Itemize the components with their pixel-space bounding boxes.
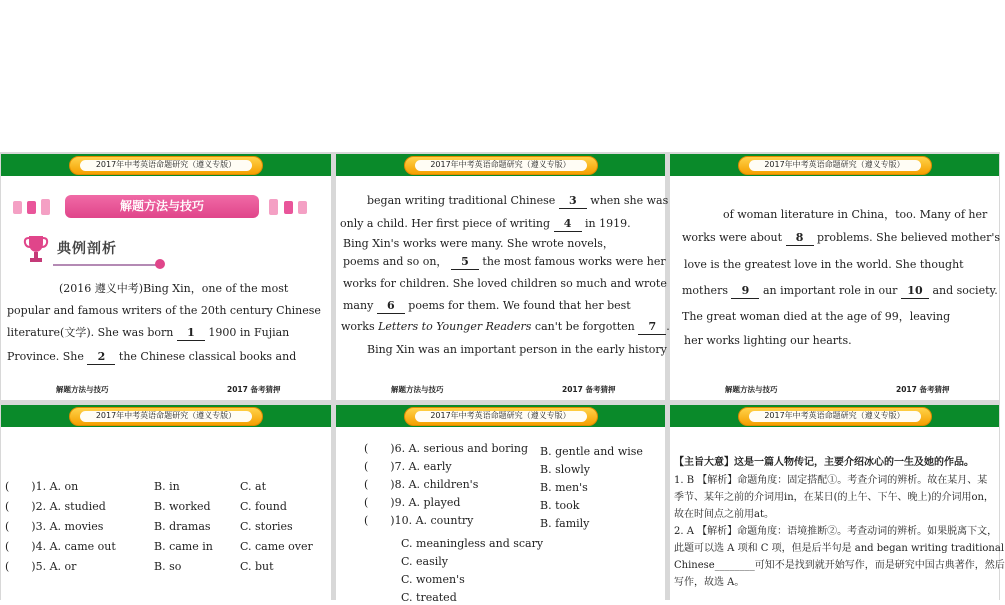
passage-line: of woman literature in China，too. Many of her — [723, 208, 988, 221]
example-heading — [23, 231, 163, 273]
passage-line: Bing Xin's works were many. She wrote novels， — [343, 237, 614, 250]
blank-2[interactable]: 2 — [87, 350, 115, 365]
question-option-a[interactable]: ( )2. A. studied — [5, 500, 106, 513]
passage-line: began writing traditional Chinese 3 when she was — [367, 194, 669, 207]
header-title: 2017年中考英语命题研究（遵义专版） — [430, 411, 571, 420]
answer-line: 1. B 【解析】命题角度：固定搭配①。考查介词的辨析。故在某月、某 — [674, 475, 988, 486]
slide-footer — [670, 380, 999, 400]
question-option-b[interactable]: B. came in — [154, 540, 213, 553]
header-title: 2017年中考英语命题研究（遵义专版） — [764, 160, 905, 169]
question-option-b[interactable]: B. took — [540, 499, 580, 512]
answer-line: 季节、某年之前的介词用in，在某日(的上午、下午、晚上)的介词用on， — [674, 492, 994, 503]
question-option-b[interactable]: B. men's — [540, 481, 588, 494]
passage-line: Province. She 2 the Chinese classical books and — [7, 350, 297, 363]
blank-1[interactable]: 1 — [177, 326, 205, 341]
question-option-c[interactable]: C. came over — [240, 540, 313, 553]
header-title: 2017年中考英语命题研究（遵义专版） — [764, 411, 905, 420]
section-banner: 解题方法与技巧 — [65, 195, 259, 218]
passage-line: Bing Xin was an important person in the early history — [367, 343, 667, 356]
question-option-c[interactable]: C. found — [240, 500, 287, 513]
blank-4[interactable]: 4 — [554, 217, 582, 232]
passage-line: The great woman died at the age of 99，leaving — [682, 310, 951, 323]
question-option-b[interactable]: B. slowly — [540, 463, 591, 476]
passage-line: only a child. Her first piece of writing 4 in 1919. — [340, 217, 631, 230]
question-option-a[interactable]: ( )7. A. early — [364, 460, 452, 473]
slide-5[interactable] — [336, 405, 665, 604]
slide-header — [670, 154, 999, 176]
slide-header — [1, 405, 331, 427]
passage-line: poems and so on， 5 the most famous works were her — [343, 255, 666, 268]
passage-line: works for children. She loved children so much and wrote — [343, 277, 667, 290]
question-option-a[interactable]: ( )1. A. on — [5, 480, 79, 493]
banner-square-decoration — [41, 199, 50, 215]
passage-line: literature(文学). She was born 1 1900 in Fujian — [7, 326, 290, 339]
slide-header — [336, 405, 665, 427]
slide-4[interactable] — [1, 405, 331, 600]
blank-top-area — [0, 0, 1000, 152]
slide-header — [1, 154, 331, 176]
passage-line: (2016 遵义中考)Bing Xin，one of the most — [59, 282, 289, 295]
slide-3[interactable] — [670, 154, 999, 400]
slide-header — [336, 154, 665, 176]
question-option-c[interactable]: C. at — [240, 480, 266, 493]
answer-line: 写作，故选 A。 — [674, 577, 745, 588]
question-option-c[interactable]: C. but — [240, 560, 274, 573]
blank-3[interactable]: 3 — [559, 194, 587, 209]
banner-square-decoration — [13, 201, 22, 214]
footer-left: 解题方法与技巧 — [56, 385, 109, 394]
header-title: 2017年中考英语命题研究（遵义专版） — [95, 160, 237, 169]
question-option-b[interactable]: B. worked — [154, 500, 211, 513]
header-title: 2017年中考英语命题研究（遵义专版） — [430, 160, 571, 169]
question-option-a[interactable]: ( )10. A. country — [364, 514, 474, 527]
footer-right: 2017 备考猜押 — [896, 385, 950, 394]
question-option-a[interactable]: ( )8. A. children's — [364, 478, 479, 491]
passage-line: popular and famous writers of the 20th century Chinese — [7, 304, 321, 317]
question-option-a[interactable]: ( )5. A. or — [5, 560, 77, 573]
passage-line: many 6 poems for them. We found that her best — [343, 299, 631, 312]
slide-6[interactable] — [670, 405, 1005, 600]
question-option-a[interactable]: ( )6. A. serious and boring — [364, 442, 529, 455]
answer-summary: 【主旨大意】这是一篇人物传记，主要介绍冰心的一生及她的作品。 — [674, 457, 974, 468]
passage-line: love is the greatest love in the world. She thought — [684, 258, 964, 271]
footer-left: 解题方法与技巧 — [391, 385, 444, 394]
answer-line: 2. A 【解析】命题角度：语境推断②。考查动词的辨析。如果脱离下文， — [674, 526, 998, 537]
question-option-b[interactable]: B. dramas — [154, 520, 211, 533]
question-option-b[interactable]: B. in — [154, 480, 180, 493]
answer-line: 此题可以选 A 项和 C 项，但是后半句是 and began writing traditional — [674, 543, 1005, 554]
slide-2[interactable] — [336, 154, 670, 400]
question-option-a[interactable]: ( )3. A. movies — [5, 520, 104, 533]
answer-line: Chinese________可知不是找到就开始写作，而是研究中国古典著作，然后 — [674, 560, 1005, 571]
passage-line: works were about 8 problems. She believed mother's — [682, 231, 1001, 244]
blank-10[interactable]: 10 — [901, 284, 929, 299]
question-option-c[interactable]: C. stories — [240, 520, 293, 533]
passage-line: works Letters to Younger Readers can't be forgotten 7 . — [341, 320, 670, 333]
slide-footer — [1, 380, 331, 400]
slide-1[interactable] — [1, 154, 331, 400]
question-option-a[interactable]: ( )9. A. played — [364, 496, 461, 509]
blank-9[interactable]: 9 — [731, 284, 759, 299]
footer-right: 2017 备考猜押 — [562, 385, 616, 394]
example-underline — [53, 264, 161, 266]
blank-8[interactable]: 8 — [786, 231, 814, 246]
passage-line: mothers 9 an important role in our 10 and society. — [682, 284, 998, 297]
question-option-b[interactable]: B. gentle and wise — [540, 445, 643, 458]
blank-5[interactable]: 5 — [451, 255, 479, 270]
footer-right: 2017 备考猜押 — [227, 385, 281, 394]
question-option-c[interactable]: C. treated — [401, 591, 457, 604]
example-dot-decoration — [155, 259, 165, 269]
blank-6[interactable]: 6 — [377, 299, 405, 314]
banner-square-decoration — [27, 201, 36, 214]
answer-line: 故在时间点之前用at。 — [674, 509, 774, 520]
question-option-c[interactable]: C. easily — [401, 555, 448, 568]
passage-line: her works lighting our hearts. — [684, 334, 852, 347]
example-title: 典例剖析 — [57, 241, 117, 257]
footer-left: 解题方法与技巧 — [725, 385, 778, 394]
slide-footer — [336, 380, 665, 400]
question-option-b[interactable]: B. so — [154, 560, 182, 573]
question-option-c[interactable]: C. women's — [401, 573, 465, 586]
header-title: 2017年中考英语命题研究（遵义专版） — [95, 411, 237, 420]
question-option-c[interactable]: C. meaningless and scary — [401, 537, 544, 550]
slide-header — [670, 405, 999, 427]
banner-square-decoration — [298, 201, 307, 214]
question-option-a[interactable]: ( )4. A. came out — [5, 540, 116, 553]
blank-7[interactable]: 7 — [638, 320, 666, 335]
banner-square-decoration — [269, 199, 278, 215]
trophy-icon — [23, 233, 49, 265]
question-option-b[interactable]: B. family — [540, 517, 590, 530]
banner-square-decoration — [284, 201, 293, 214]
